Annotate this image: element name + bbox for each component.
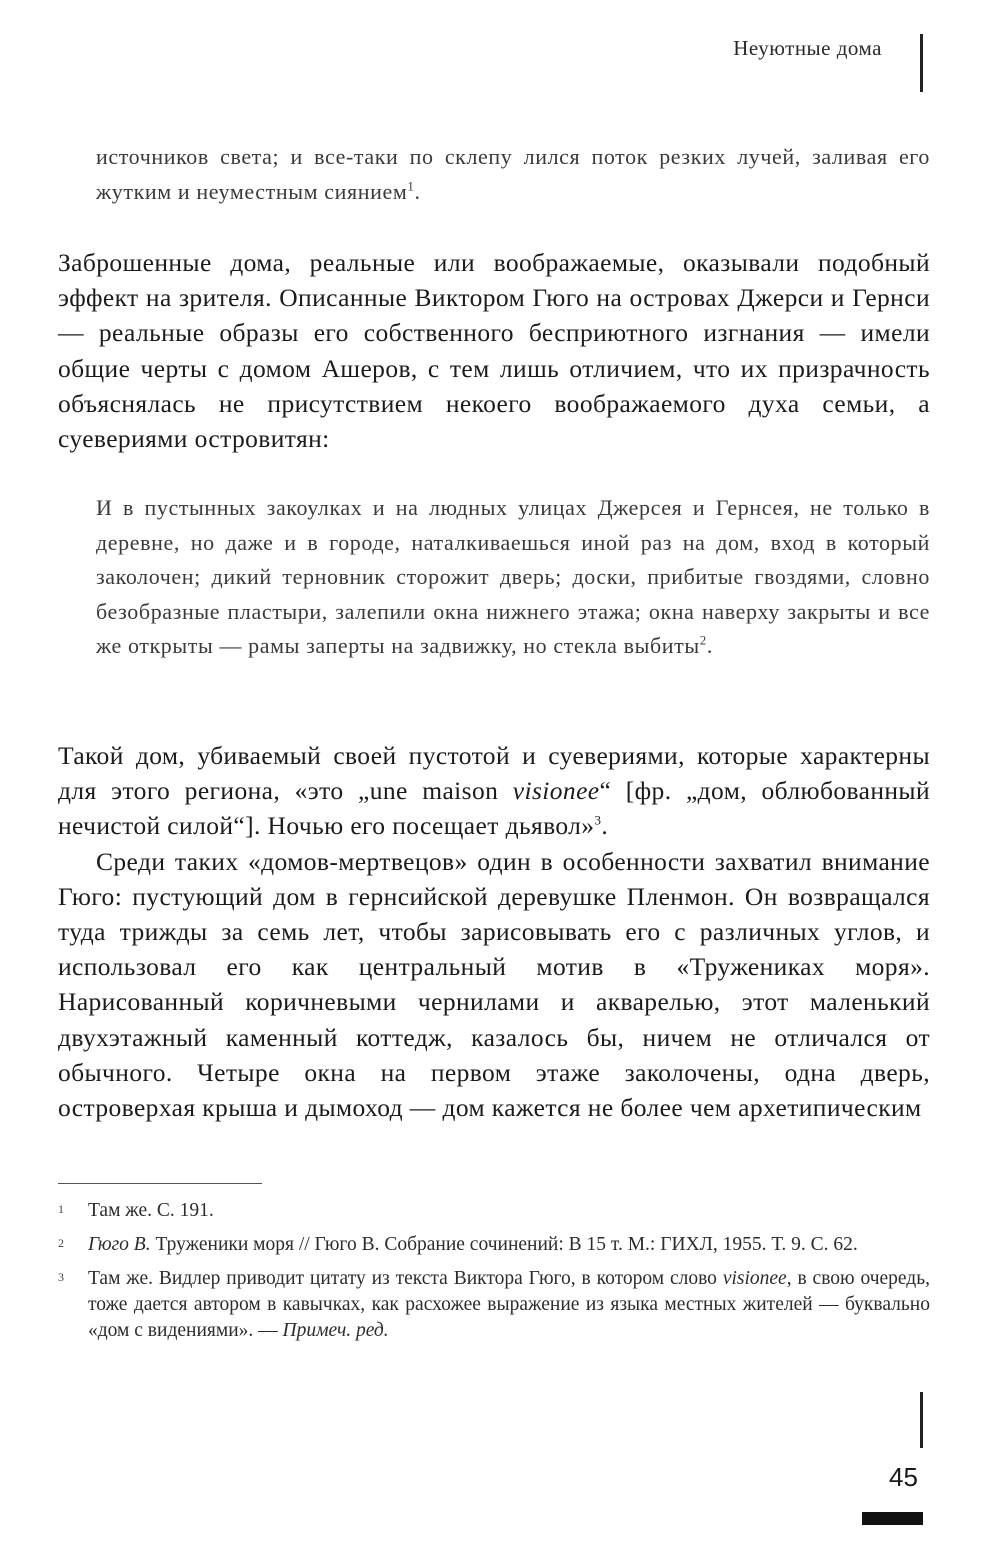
footnote-editor-note: Примеч. ред.	[282, 1320, 389, 1341]
footnote-3	[58, 1266, 930, 1344]
page-marker-bar	[862, 1512, 923, 1525]
footer-rule	[920, 1392, 923, 1448]
footnote-separator	[58, 1183, 262, 1184]
block-quote-2: И в пустынных закоулках и на людных улицах Джерсея и Гернсея, не только в деревне, но даже и в городе, наталкиваешься иной раз на дом, вход в который заколочен; дикий терновник сторожит дверь; доски, прибитые гвоздями, словно безобразные пластыри, залепили окна нижнего этажа; окна наверху закрыты и все же открыты — рамы заперты на задвижку, но стекла выбиты$^2$.	[96, 495, 930, 658]
footnote-text: Труженики моря // Гюго В. Собрание сочинений: В 15 т. М.: ГИХЛ, 1955. Т. 9. С. 62.	[150, 1234, 858, 1255]
footnote-author: Гюго В.	[88, 1234, 151, 1255]
body-2-text-b: “ [фр. „дом, облюбованный нечистой силой“]. Ночью его посещает дьявол»	[58, 776, 930, 841]
quote-1-text: источников света; и все-таки по склепу лился поток резких лучей, заливая его жутким и неуместным сиянием	[96, 144, 930, 204]
body-paragraph-1: Заброшенные дома, реальные или воображаемые, оказывали подобный эффект на зрителя. Описанные Виктором Гюго на островах Джерси и Гернси — реальные образы его собственного бесприютного изгнания — имели общие черты с домом Ашеров, с тем лишь отличием, что их призрачность объяснялась не присутствием некоего воображаемого духа семьи, а суевериями островитян:	[58, 248, 930, 454]
footnote-ref-3[interactable]: 3	[594, 812, 602, 828]
footnote-text-a: Там же. Видлер приводит цитату из текста Виктора Гюго, в котором слово	[88, 1268, 723, 1289]
body-2-italic: visionee	[512, 776, 600, 806]
footnote-ref-1[interactable]: 1	[407, 178, 415, 194]
footnote-italic: visionee	[722, 1268, 787, 1289]
footnote-ref-2[interactable]: 2	[699, 632, 707, 648]
header-rule	[920, 34, 923, 92]
body-2-text-a: Такой дом, убиваемый своей пустотой и суевериями, которые характерны для этого региона, «это „une maison	[58, 741, 930, 806]
body-section-2	[58, 738, 930, 1125]
body-paragraph-2: Такой дом, убиваемый своей пустотой и суевериями, которые характерны для этого региона, «это „une maison visionee“ [фр. „дом, облюбованный нечистой силой“]. Ночью его посещает дьявол»$^3$.	[58, 741, 930, 841]
footnote-number: 2	[58, 1236, 64, 1250]
body-paragraph-3: Среди таких «домов-мертвецов» один в особенности захватил внимание Гюго: пустующий дом в гернсийской деревушке Пленмон. Он возвращался туда трижды за семь лет, чтобы зарисовывать его с различных углов, и использовал его как центральный мотив в «Тружениках моря». Нарисованный коричневыми чернилами и акварелью, этот маленький двухэтажный каменный коттедж, казалось бы, ничем не отличался от обычного. Четыре окна на первом этаже заколочены, одна дверь, островерхая крыша и дымоход — дом кажется не более чем архетипическим	[58, 846, 930, 1123]
footnote-text-b: , в свою очередь, тоже дается автором в кавычках, как расхожее выражение из языка местных жителей — буквально «дом с видениями». —	[88, 1268, 930, 1341]
footnotes	[58, 1198, 930, 1352]
footnote-2	[58, 1232, 930, 1258]
quote-2-text: И в пустынных закоулках и на людных улицах Джерсея и Гернсея, не только в деревне, но даже и в городе, наталкиваешься иной раз на дом, вход в который заколочен; дикий терновник сторожит дверь; доски, прибитые гвоздями, словно безобразные пластыри, залепили окна нижнего этажа; окна наверху закрыты и все же открыты — рамы заперты на задвижку, но стекла выбиты	[96, 495, 930, 658]
footnote-number: 3	[58, 1270, 64, 1284]
footnote-text: Там же. С. 191.	[88, 1200, 214, 1221]
footnote-number: 1	[58, 1202, 64, 1216]
block-quote-1: источников света; и все-таки по склепу лился поток резких лучей, заливая его жутким и неуместным сиянием$^1$.	[96, 144, 930, 204]
page-number: 45	[889, 1462, 918, 1492]
running-title: Неуютные дома	[733, 36, 882, 60]
footnote-1	[58, 1198, 930, 1224]
